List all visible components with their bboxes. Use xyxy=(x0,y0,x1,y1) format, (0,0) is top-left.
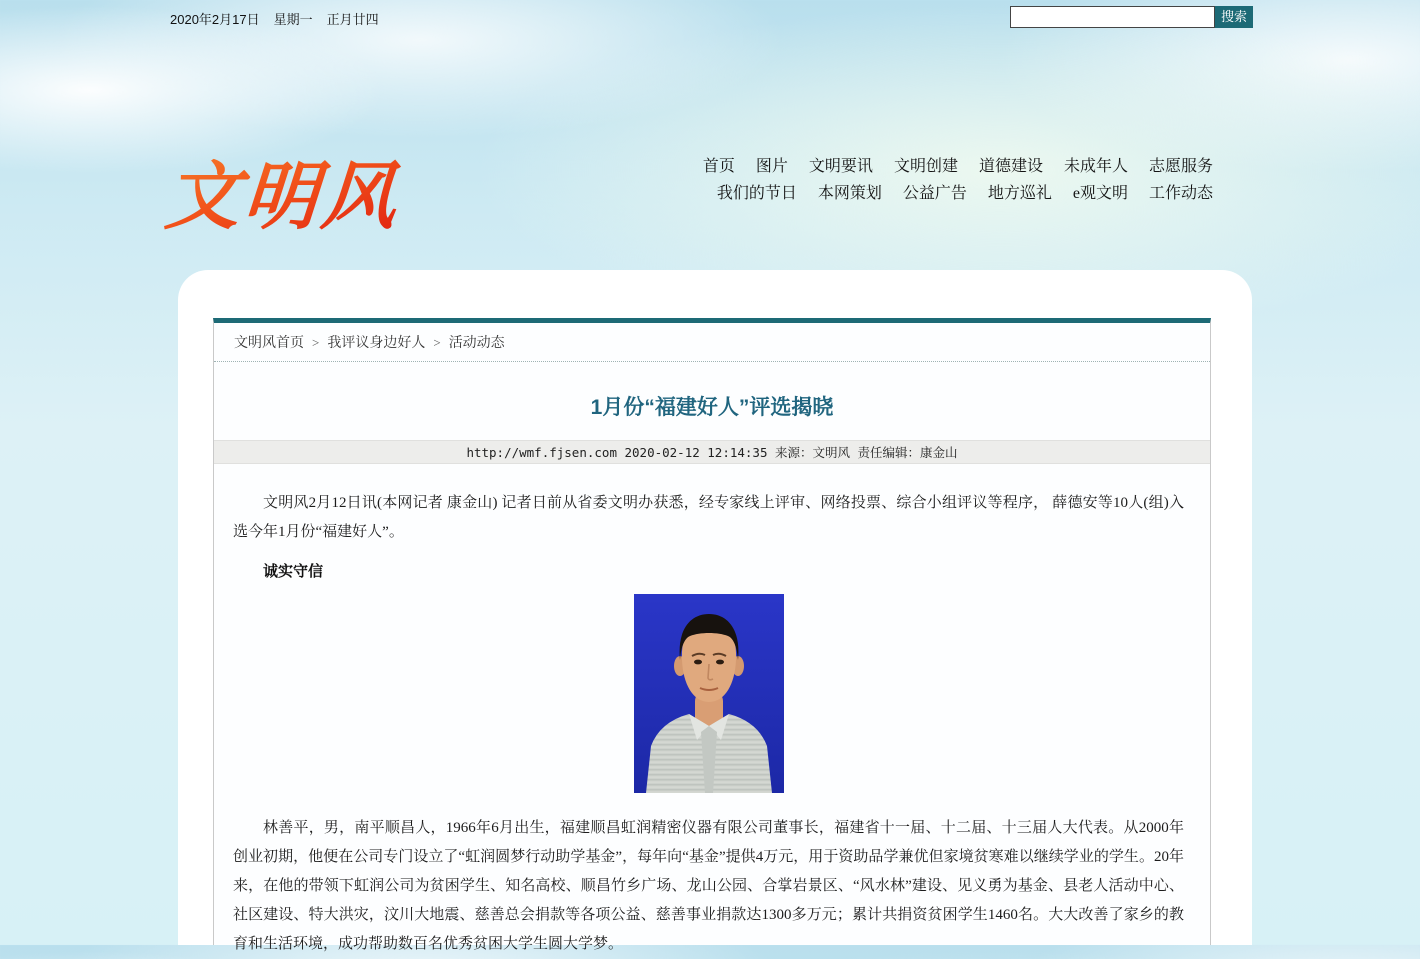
site-logo[interactable]: 文明风 xyxy=(162,138,403,244)
section-heading-honesty: 诚实守信 xyxy=(263,564,324,580)
breadcrumb xyxy=(214,323,1210,362)
nav-item-moral-construction[interactable]: 道德建设 xyxy=(978,158,1043,175)
nav-item-civility-building[interactable]: 文明创建 xyxy=(893,158,958,175)
nav-item-psa[interactable]: 公益广告 xyxy=(902,185,967,202)
nav-item-our-festivals[interactable]: 我们的节日 xyxy=(716,185,797,202)
article-body xyxy=(214,489,1210,959)
nav-item-local-tour[interactable]: 地方巡礼 xyxy=(987,185,1052,202)
search-input[interactable] xyxy=(1010,6,1215,28)
search-bar xyxy=(1010,6,1253,28)
article-container xyxy=(213,318,1211,952)
nav-item-home[interactable]: 首页 xyxy=(702,158,735,175)
nav-item-civility-news[interactable]: 文明要讯 xyxy=(808,158,873,175)
portrait-photo xyxy=(634,594,784,793)
date-line xyxy=(170,9,393,28)
date-text: 2020年2月17日 xyxy=(170,12,260,27)
breadcrumb-separator: > xyxy=(433,335,441,350)
nav-item-e-civility[interactable]: e观文明 xyxy=(1072,185,1128,202)
nav-item-pictures[interactable]: 图片 xyxy=(755,158,788,175)
breadcrumb-current-page[interactable]: 活动动态 xyxy=(448,336,505,351)
main-nav xyxy=(686,153,1213,207)
article-meta-bar: http://wmf.fjsen.com 2020-02-12 12:14:35 来源：文明风 责任编辑：康金山 xyxy=(214,440,1210,464)
nav-item-work-trends[interactable]: 工作动态 xyxy=(1148,185,1213,202)
search-button[interactable]: 搜索 xyxy=(1215,6,1253,28)
nav-item-site-planning[interactable]: 本网策划 xyxy=(817,185,882,202)
nav-item-volunteer-service[interactable]: 志愿服务 xyxy=(1148,158,1213,175)
article-lead-paragraph: 文明风2月12日讯(本网记者 康金山) 记者日前从省委文明办获悉，经专家线上评审、网络投票、综合小组评议等程序， 薛德安等10人(组)入选今年1月份“福建好人”。 xyxy=(233,495,1184,540)
breadcrumb-section-link[interactable]: 我评议身边好人 xyxy=(327,336,426,351)
nav-row-2 xyxy=(686,180,1213,207)
weekday-text: 星期一 xyxy=(273,12,313,27)
breadcrumb-home-link[interactable]: 文明风首页 xyxy=(234,336,304,351)
article-body-paragraph: 林善平，男，南平顺昌人，1966年6月出生，福建顺昌虹润精密仪器有限公司董事长，福建省十一届、十二届、十三届人大代表。从2000年创业初期，他便在公司专门设立了“虹润圆梦行动助学基金”，每年向“基金”提供4万元，用于资助品学兼优但家境贫寒难以继续学业的学生。20年来，在他的带领下虹润公司为贫困学生、知名高校、顺昌竹乡广场、龙山公园、合掌岩景区、“风水林”建设、见义勇为基金、县老人活动中心、社区建设、特大洪灾，汶川大地震、慈善总会捐款等各项公益、慈善事业捐款达1300多万元；累计共捐资贫困学生1460名。大大改善了家乡的教育和生活环境，成功帮助数百名优秀贫困大学生圆大学梦。 xyxy=(233,820,1184,952)
breadcrumb-separator: > xyxy=(312,335,320,350)
article-title: 1月份“福建好人”评选揭晓 xyxy=(590,396,834,419)
content-panel xyxy=(178,270,1252,952)
nav-row-1 xyxy=(686,153,1213,180)
lunar-date-text: 正月廿四 xyxy=(326,12,379,27)
nav-item-minors[interactable]: 未成年人 xyxy=(1063,158,1128,175)
